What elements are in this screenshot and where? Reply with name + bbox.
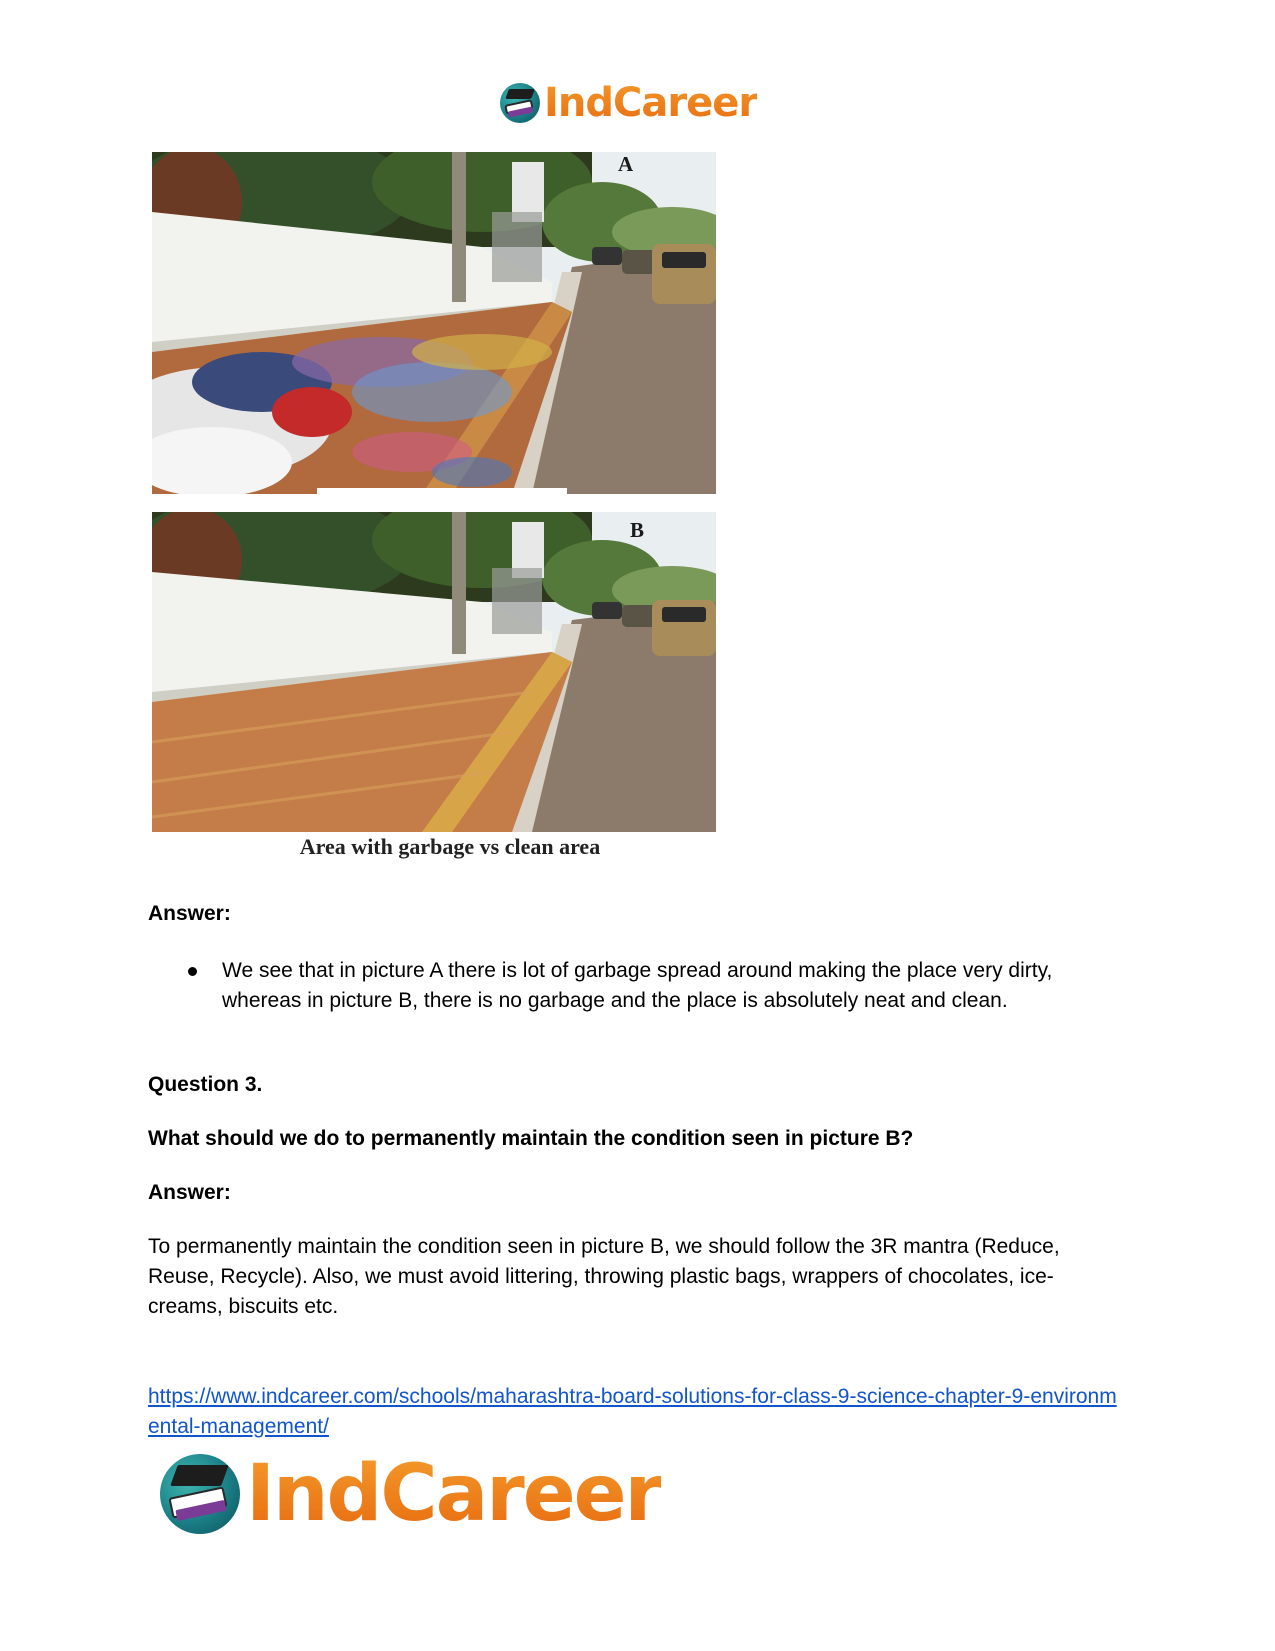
answer-bullet-list: [148, 956, 1078, 1016]
photo-clean-street: [152, 512, 716, 832]
logo-wordmark: IndCareer: [246, 1449, 661, 1539]
photo-garbage-street: [152, 152, 716, 494]
footer-logo: [160, 1449, 700, 1539]
answer-heading-1: Answer:: [148, 902, 231, 925]
answer-paragraph: To permanently maintain the condition seen in picture B, we should follow the 3R mantra (Reduce, Reuse, Recycle). Also, we must avoid littering, throwing plastic bags, wrappers of chocolates, ice-creams, biscuits etc.: [148, 1235, 1060, 1318]
header-logo: [500, 78, 790, 128]
source-link[interactable]: https://www.indcareer.com/schools/maharashtra-board-solutions-for-class-9-science-chapter-9-environmental-management/: [148, 1385, 1117, 1438]
list-item: We see that in picture A there is lot of garbage spread around making the place very dirty, whereas in picture B, there is no garbage and the place is absolutely neat and clean.: [148, 956, 1078, 1016]
graduation-globe-icon: [500, 83, 540, 123]
picture-label-a: A: [618, 152, 634, 176]
graduation-globe-icon: [160, 1454, 240, 1534]
clean-street-illustration: [152, 512, 716, 832]
picture-label-b: B: [630, 518, 645, 542]
question-number: Question 3.: [148, 1073, 263, 1096]
garbage-street-illustration: [152, 152, 716, 494]
logo-wordmark: IndCareer: [544, 80, 758, 126]
figure-caption: Area with garbage vs clean area: [299, 834, 601, 859]
answer-heading-2: Answer:: [148, 1181, 231, 1204]
question-text: What should we do to permanently maintain the condition seen in picture B?: [148, 1127, 914, 1150]
